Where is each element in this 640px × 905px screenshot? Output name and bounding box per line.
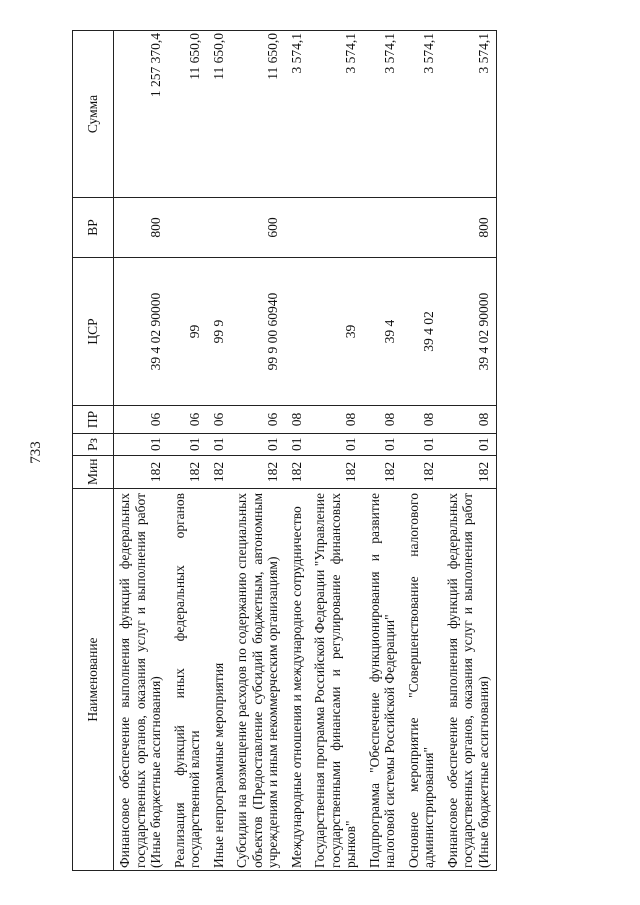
row-pr: 06 <box>231 406 286 434</box>
row-rz: 01 <box>442 434 497 456</box>
table-row <box>442 31 497 871</box>
row-name: Государственная программа Российской Федерации "Управление государственными финансами и регулирование финансовых рынков" <box>309 489 364 871</box>
row-pr: 08 <box>403 406 442 434</box>
row-vr <box>208 198 232 258</box>
row-min: 182 <box>364 456 403 489</box>
header-rz: Рз <box>73 434 114 456</box>
row-pr: 06 <box>114 406 169 434</box>
row-name: Основное мероприятие "Совершенствование налогового администрирования" <box>403 489 442 871</box>
header-sum: Сумма <box>73 31 114 198</box>
row-min: 182 <box>169 456 208 489</box>
header-vr: ВР <box>73 198 114 258</box>
row-csr: 39 4 02 90000 <box>442 258 497 406</box>
row-sum: 3 574,1 <box>286 31 310 198</box>
header-pr: ПР <box>73 406 114 434</box>
row-vr <box>364 198 403 258</box>
row-sum: 3 574,1 <box>403 31 442 198</box>
row-sum: 3 574,1 <box>364 31 403 198</box>
row-sum: 3 574,1 <box>442 31 497 198</box>
row-csr: 39 4 <box>364 258 403 406</box>
row-name: Финансовое обеспечение выполнения функций федеральных государственных органов, оказания услуг и выполнения работ (Иные бюджетные ассигнования) <box>114 489 169 871</box>
row-rz: 01 <box>114 434 169 456</box>
row-vr <box>169 198 208 258</box>
row-name: Подпрограмма "Обеспечение функционирования и развитие налоговой системы Российской Федерации" <box>364 489 403 871</box>
row-min: 182 <box>442 456 497 489</box>
table-header-row <box>73 31 114 871</box>
row-rz: 01 <box>208 434 232 456</box>
row-min: 182 <box>114 456 169 489</box>
row-sum: 1 257 370,4 <box>114 31 169 198</box>
budget-table <box>72 30 497 871</box>
row-csr: 99 <box>169 258 208 406</box>
row-pr: 08 <box>309 406 364 434</box>
row-sum: 11 650,0 <box>231 31 286 198</box>
row-pr: 06 <box>169 406 208 434</box>
row-csr: 39 <box>309 258 364 406</box>
table-row <box>309 31 364 871</box>
row-min: 182 <box>231 456 286 489</box>
row-pr: 08 <box>364 406 403 434</box>
row-vr: 800 <box>442 198 497 258</box>
row-rz: 01 <box>309 434 364 456</box>
row-min: 182 <box>403 456 442 489</box>
row-csr: 99 9 00 60940 <box>231 258 286 406</box>
row-rz: 01 <box>169 434 208 456</box>
table-row <box>208 31 232 871</box>
row-pr: 06 <box>208 406 232 434</box>
row-sum: 11 650,0 <box>208 31 232 198</box>
row-name: Международные отношения и международное сотрудничество <box>286 489 310 871</box>
table-row <box>403 31 442 871</box>
row-csr: 99 9 <box>208 258 232 406</box>
row-sum: 11 650,0 <box>169 31 208 198</box>
header-csr: ЦСР <box>73 258 114 406</box>
row-rz: 01 <box>364 434 403 456</box>
row-csr: 39 4 02 90000 <box>114 258 169 406</box>
row-vr: 800 <box>114 198 169 258</box>
header-name: Наименование <box>73 489 114 871</box>
row-rz: 01 <box>403 434 442 456</box>
row-vr <box>286 198 310 258</box>
row-vr: 600 <box>231 198 286 258</box>
row-name: Иные непрограммные мероприятия <box>208 489 232 871</box>
row-min: 182 <box>286 456 310 489</box>
row-vr <box>309 198 364 258</box>
table-row <box>286 31 310 871</box>
row-name: Финансовое обеспечение выполнения функций федеральных государственных органов, оказания услуг и выполнения работ (Иные бюджетные ассигнования) <box>442 489 497 871</box>
row-name: Реализация функций иных федеральных органов государственной власти <box>169 489 208 871</box>
page-number: 733 <box>28 441 44 464</box>
row-rz: 01 <box>231 434 286 456</box>
row-min: 182 <box>208 456 232 489</box>
row-csr: 39 4 02 <box>403 258 442 406</box>
table-row <box>114 31 169 871</box>
table-row <box>364 31 403 871</box>
row-csr <box>286 258 310 406</box>
row-name: Субсидии на возмещение расходов по содержанию специальных объектов (Предоставление субсидий бюджетным, автономным учреждениям и иным некоммерческим организациям) <box>231 489 286 871</box>
row-sum: 3 574,1 <box>309 31 364 198</box>
row-vr <box>403 198 442 258</box>
table-row <box>231 31 286 871</box>
row-rz: 01 <box>286 434 310 456</box>
row-min: 182 <box>309 456 364 489</box>
row-pr: 08 <box>442 406 497 434</box>
row-pr: 08 <box>286 406 310 434</box>
table-row <box>169 31 208 871</box>
header-min: Мин <box>73 456 114 489</box>
